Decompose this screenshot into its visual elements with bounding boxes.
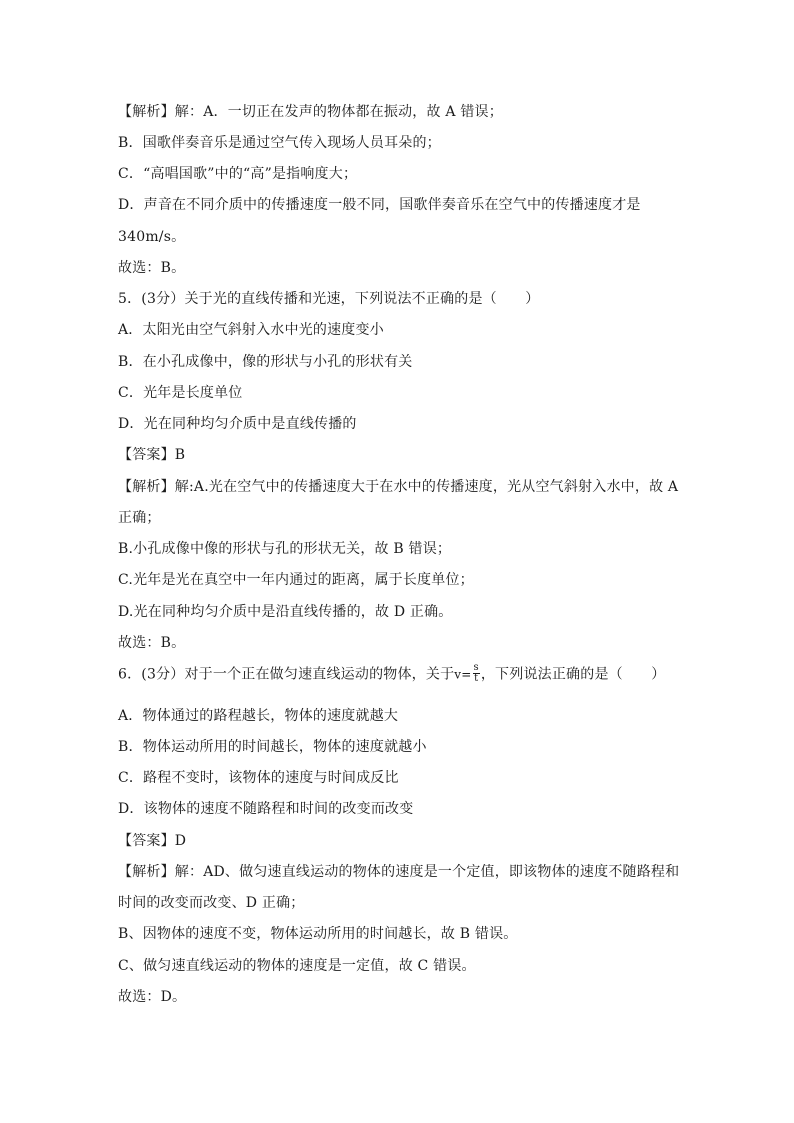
analysis-q4-d: D．声音在不同介质中的传播速度一般不同，国歌伴奏音乐在空气中的传播速度才是 <box>118 197 641 213</box>
question-5-option-b: B．在小孔成像中，像的形状与小孔的形状有关 <box>118 354 413 370</box>
question-5-analysis-a: 【解析】解:A.光在空气中的传播速度大于在水中的传播速度，光从空气斜射入水中，故 A <box>118 479 679 495</box>
question-6-analysis-b: B、因物体的速度不变，物体运动所用的时间越长，故 B 错误。 <box>118 926 518 942</box>
analysis-q4-choice: 故选：B。 <box>118 260 186 276</box>
question-6-option-c: C．路程不变时，该物体的速度与时间成反比 <box>118 770 399 786</box>
question-6-analysis-ad-cont: 时间的改变而改变、D 正确； <box>118 895 305 911</box>
question-5-stem: 5．(3分）关于光的直线传播和光速，下列说法不正确的是（ ） <box>118 291 540 307</box>
question-5-option-a: A．太阳光由空气斜射入水中光的速度变小 <box>118 322 384 338</box>
question-5-analysis-c: C.光年是光在真空中一年内通过的距离，属于长度单位； <box>118 572 474 588</box>
question-6-option-a: A．物体通过的路程越长，物体的速度就越大 <box>118 708 399 724</box>
question-6-option-d: D．该物体的速度不随路程和时间的改变而改变 <box>118 801 414 817</box>
question-6-analysis-c: C、做匀速直线运动的物体的速度是一定值，故 C 错误。 <box>118 958 476 974</box>
question-6-choice: 故选：D。 <box>118 989 187 1005</box>
formula-v-label: v= <box>454 667 472 682</box>
formula-denominator: t <box>474 673 479 684</box>
question-5-analysis-b: B.小孔成像中像的形状与孔的形状无关，故 B 错误； <box>118 541 452 557</box>
formula-fraction <box>473 663 480 684</box>
question-6-option-b: B．物体运动所用的时间越长，物体的速度就越小 <box>118 739 427 755</box>
question-5-choice: 故选：B。 <box>118 635 186 651</box>
question-5-option-c: C．光年是长度单位 <box>118 385 243 401</box>
question-6-stem-suffix: ，下列说法正确的是（ ） <box>480 666 666 683</box>
question-5-answer: 【答案】B <box>118 447 186 463</box>
question-6-analysis-ad: 【解析】解：AD、做匀速直线运动的物体的速度是一个定值，即该物体的速度不随路程和 <box>118 864 680 880</box>
analysis-q4-b: B．国歌伴奏音乐是通过空气传入现场人员耳朵的； <box>118 135 441 151</box>
question-6-answer: 【答案】D <box>118 833 187 849</box>
analysis-q4-c: C．“高唱国歌”中的“高”是指响度大； <box>118 166 358 182</box>
question-5-option-d: D．光在同种均匀介质中是直线传播的 <box>118 416 357 432</box>
analysis-q4-a: 【解析】解：A．一切正在发声的物体都在振动，故 A 错误； <box>118 104 503 120</box>
question-5-analysis-d: D.光在同种均匀介质中是沿直线传播的，故 D 正确。 <box>118 604 453 620</box>
analysis-q4-d-cont: 340m/s。 <box>118 229 186 245</box>
formula-numerator: s <box>473 662 479 673</box>
question-6-stem-prefix: 6．(3分）对于一个正在做匀速直线运动的物体，关于 <box>118 666 455 683</box>
question-6-stem <box>118 664 665 685</box>
question-5-analysis-a-cont: 正确； <box>118 510 161 526</box>
